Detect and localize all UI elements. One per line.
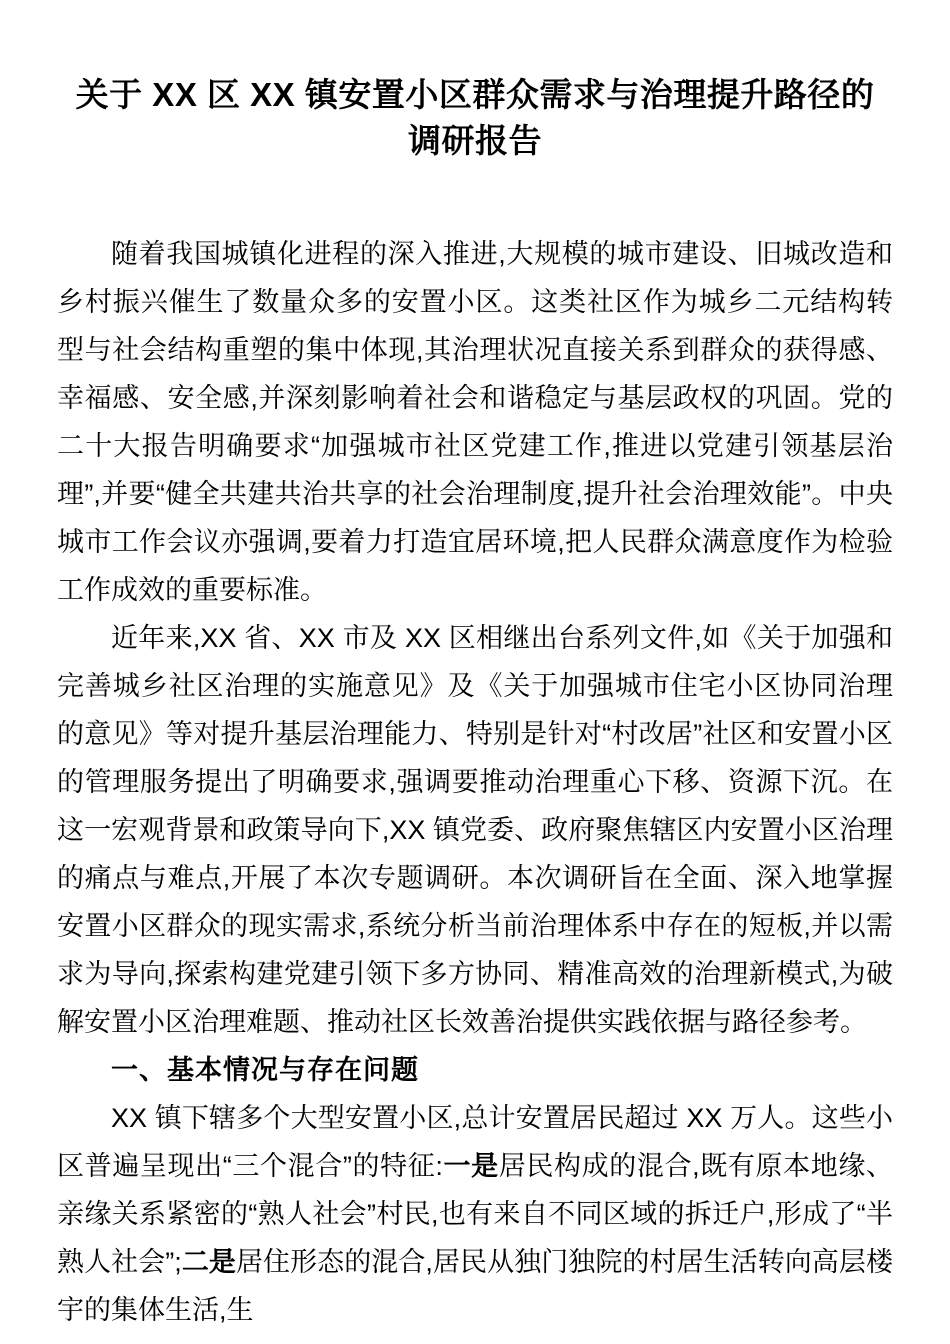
paragraph-segment: 居民构成的混合,既有原本地缘、亲缘关系紧密的“熟人社会”村民,也有来自不同区域的拆迁户,形成了“半熟人社会”; — [57, 1151, 893, 1277]
paragraph-intro: 随着我国城镇化进程的深入推进,大规模的城市建设、旧城改造和乡村振兴催生了数量众多的安置小区。这类社区作为城乡二元结构转型与社会结构重塑的集中体现,其治理状况直接关系到群众的获得感、幸福感、安全感,并深刻影响着社会和谐稳定与基层政权的巩固。党的二十大报告明确要求“加强城市社区党建工作,推进以党建引领基层治理”,并要“健全共建共治共享的社会治理制度,提升社会治理效能”。中央城市工作会议亦强调,要着力打造宜居环境,把人民群众满意度作为检验工作成效的重要标准。 — [57, 239, 893, 605]
section-heading-basic-situation: 一、基本情况与存在问题 — [111, 1055, 419, 1085]
paragraph-basic-situation — [57, 1094, 893, 1334]
emphasis-second-point: 二是 — [181, 1247, 236, 1277]
title-line-1: 关于 XX 区 XX 镇安置小区群众需求与治理提升路径的 — [75, 76, 875, 113]
document-title — [57, 72, 893, 164]
paragraph-segment: XX 镇下辖多个大型安置小区,总计安置居民超过 XX 万人。这些小区普遍呈现出“三个混合”的特征: — [57, 1103, 893, 1181]
paragraph-segment: 居住形态的混合,居民从独门独院的村居生活转向高层楼宇的集体生活,生 — [57, 1247, 893, 1325]
paragraph-policy-background: 近年来,XX 省、XX 市及 XX 区相继出台系列文件,如《关于加强和完善城乡社区治理的实施意见》及《关于加强城市住宅小区协同治理的意见》等对提升基层治理能力、特别是针对“村改居”社区和安置小区的管理服务提出了明确要求,强调要推动治理重心下移、资源下沉。在这一宏观背景和政策导向下,XX 镇党委、政府聚焦辖区内安置小区治理的痛点与难点,开展了本次专题调研。本次调研旨在全面、深入地掌握安置小区群众的现实需求,系统分析当前治理体系中存在的短板,并以需求为导向,探索构建党建引领下多方协同、精准高效的治理新模式,为破解安置小区治理难题、推动社区长效善治提供实践依据与路径参考。 — [57, 623, 893, 1037]
title-line-2: 调研报告 — [408, 122, 542, 159]
emphasis-first-point: 一是 — [442, 1151, 499, 1181]
